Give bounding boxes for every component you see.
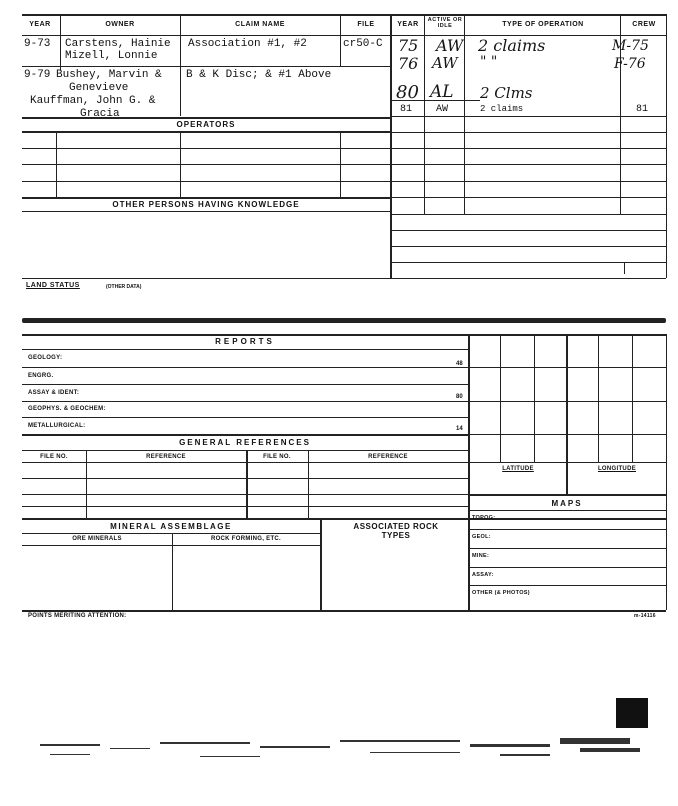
row-rule: [392, 116, 666, 117]
row-rule: [22, 197, 390, 199]
row-rule: [22, 401, 468, 402]
col-header-year2: YEAR: [397, 21, 419, 28]
report-label: ASSAY & IDENT:: [28, 390, 80, 396]
divider: [172, 533, 173, 610]
row-rule: [392, 181, 666, 182]
row-rule: [468, 548, 666, 549]
row-rule: [22, 278, 666, 279]
ref-col-file-no: FILE NO.: [40, 454, 68, 460]
activity-status: AW: [436, 104, 449, 115]
maps-label: OTHER (& PHOTOS): [472, 590, 530, 596]
owner-name: Carstens, Hainie: [65, 38, 171, 50]
report-label: GEOLOGY:: [28, 355, 63, 361]
activity-crew: F-76: [614, 56, 646, 72]
row-rule: [22, 367, 468, 368]
activity-operation: " ": [480, 54, 498, 70]
row-rule: [22, 384, 468, 385]
row-rule: [468, 401, 666, 402]
reports-top-rule: [22, 334, 468, 336]
operators-title: OPERATORS: [176, 120, 236, 129]
row-rule: [392, 197, 666, 198]
maps-title: MAPS: [551, 499, 583, 508]
owner-name: Genevieve: [69, 82, 129, 94]
divider: [424, 14, 425, 214]
activity-operation: 2 claims: [478, 36, 546, 55]
activity-status: AW: [436, 36, 464, 55]
row-rule: [22, 66, 390, 67]
maps-label: GEOL:: [472, 534, 491, 540]
mineral-assemblage-title: MINERAL ASSEMBLAGE: [110, 522, 232, 531]
row-rule: [392, 230, 666, 231]
activity-year: 80: [396, 82, 419, 103]
ref-col-file-no: FILE NO.: [263, 454, 291, 460]
owner-year: 9-79: [24, 69, 51, 81]
row-rule: [468, 462, 666, 463]
scan-noise: [40, 736, 660, 766]
row-rule: [22, 148, 390, 149]
row-rule: [468, 585, 666, 586]
row-rule: [22, 545, 320, 546]
section-separator-bar: [22, 318, 666, 323]
divider: [598, 334, 599, 462]
mineral-col-rock-forming: ROCK FORMING, ETC.: [210, 536, 282, 542]
col-header-claim-name: CLAIM NAME: [235, 21, 285, 28]
reports-title: REPORTS: [215, 337, 275, 346]
divider: [246, 450, 248, 518]
row-rule: [468, 529, 666, 530]
ref-col-reference: REFERENCE: [368, 454, 408, 460]
general-references-title: GENERAL REFERENCES: [179, 438, 311, 447]
activity-status: AW: [432, 54, 458, 72]
report-number: 80: [456, 394, 463, 400]
row-rule: [22, 494, 468, 495]
row-rule: [392, 148, 666, 149]
activity-crew: 81: [636, 104, 649, 115]
row-rule: [392, 246, 666, 247]
claim-name: Association #1, #2: [188, 38, 307, 50]
owner-year: 9-73: [24, 38, 51, 50]
row-rule: [22, 518, 666, 520]
land-status-sublabel: (OTHER DATA): [106, 284, 142, 290]
divider: [468, 334, 470, 610]
header-top-rule: [22, 14, 666, 16]
report-number: 48: [456, 361, 463, 367]
owner-name: Mizell, Lonnie: [65, 50, 158, 62]
row-rule: [22, 164, 390, 165]
row-rule: [22, 349, 468, 350]
owner-name: Gracia: [80, 108, 120, 120]
divider: [500, 334, 501, 462]
divider: [340, 14, 341, 66]
land-status-label: LAND STATUS: [26, 282, 80, 289]
ref-col-reference: REFERENCE: [146, 454, 186, 460]
divider: [666, 334, 667, 610]
activity-status: AL: [430, 82, 454, 102]
row-rule: [468, 434, 666, 435]
file-number: cr50-C: [343, 38, 383, 50]
divider: [390, 14, 392, 278]
row-rule: [468, 494, 666, 496]
divider: [464, 14, 465, 214]
maps-label: MINE:: [472, 553, 490, 559]
row-rule: [22, 506, 468, 507]
divider: [632, 334, 633, 462]
row-rule: [22, 181, 390, 182]
form-number: m-14116: [634, 613, 656, 619]
divider: [308, 450, 309, 518]
scan-corner-mark: [616, 698, 648, 728]
activity-crew: M-75: [612, 38, 649, 54]
row-rule: [22, 417, 468, 418]
row-rule: [392, 164, 666, 165]
col-header-file: FILE: [357, 21, 375, 28]
mineral-col-ore: ORE MINERALS: [72, 536, 122, 542]
divider: [666, 14, 667, 278]
report-number: 14: [456, 426, 463, 432]
longitude-label: LONGITUDE: [597, 466, 637, 472]
associated-rock-types-title: ASSOCIATED ROCK TYPES: [353, 522, 439, 540]
divider: [534, 334, 535, 462]
col-header-owner: OWNER: [105, 21, 135, 28]
col-header-type-of-operation: TYPE OF OPERATION: [502, 21, 584, 28]
points-meriting-label: POINTS MERITING ATTENTION:: [28, 613, 127, 619]
owner-name: Bushey, Marvin &: [56, 69, 162, 81]
report-label: METALLURGICAL:: [28, 423, 86, 429]
activity-year: 76: [398, 54, 419, 73]
row-rule: [468, 567, 666, 568]
row-rule: [22, 211, 390, 212]
claim-name: B & K Disc; & #1 Above: [186, 69, 332, 81]
row-rule: [392, 132, 666, 133]
other-persons-title: OTHER PERSONS HAVING KNOWLEDGE: [112, 200, 300, 209]
col-header-active-idle: ACTIVE OR IDLE: [427, 17, 463, 29]
activity-year: 75: [398, 36, 419, 55]
row-rule: [22, 478, 468, 479]
header-bottom-rule: [22, 35, 666, 36]
row-rule: [468, 367, 666, 368]
row-rule: [22, 450, 468, 451]
activity-year: 81: [400, 104, 413, 115]
col-header-year: YEAR: [29, 21, 51, 28]
row-rule: [22, 533, 320, 534]
divider: [624, 262, 625, 274]
report-label: ENGRG.: [28, 373, 54, 379]
operators-header-rule: [22, 131, 390, 133]
row-rule: [22, 462, 468, 463]
row-rule: [22, 434, 468, 436]
maps-label: ASSAY:: [472, 572, 494, 578]
activity-operation: 2 claims: [480, 104, 524, 114]
latitude-label: LATITUDE: [502, 466, 534, 472]
activity-operation: 2 Clms: [480, 84, 533, 102]
divider: [566, 334, 568, 494]
owner-name: Kauffman, John G. &: [30, 95, 156, 107]
operators-top-rule: [22, 117, 390, 119]
row-rule: [468, 510, 666, 511]
maps-label: TOPOG:: [472, 515, 496, 521]
divider: [320, 518, 322, 610]
divider: [86, 450, 87, 518]
report-label: GEOPHYS. & GEOCHEM:: [28, 406, 106, 412]
divider: [60, 14, 61, 70]
row-rule: [22, 610, 666, 612]
divider: [180, 14, 181, 116]
row-rule: [392, 100, 480, 101]
row-rule: [392, 214, 666, 215]
col-header-crew: CREW: [632, 21, 656, 28]
